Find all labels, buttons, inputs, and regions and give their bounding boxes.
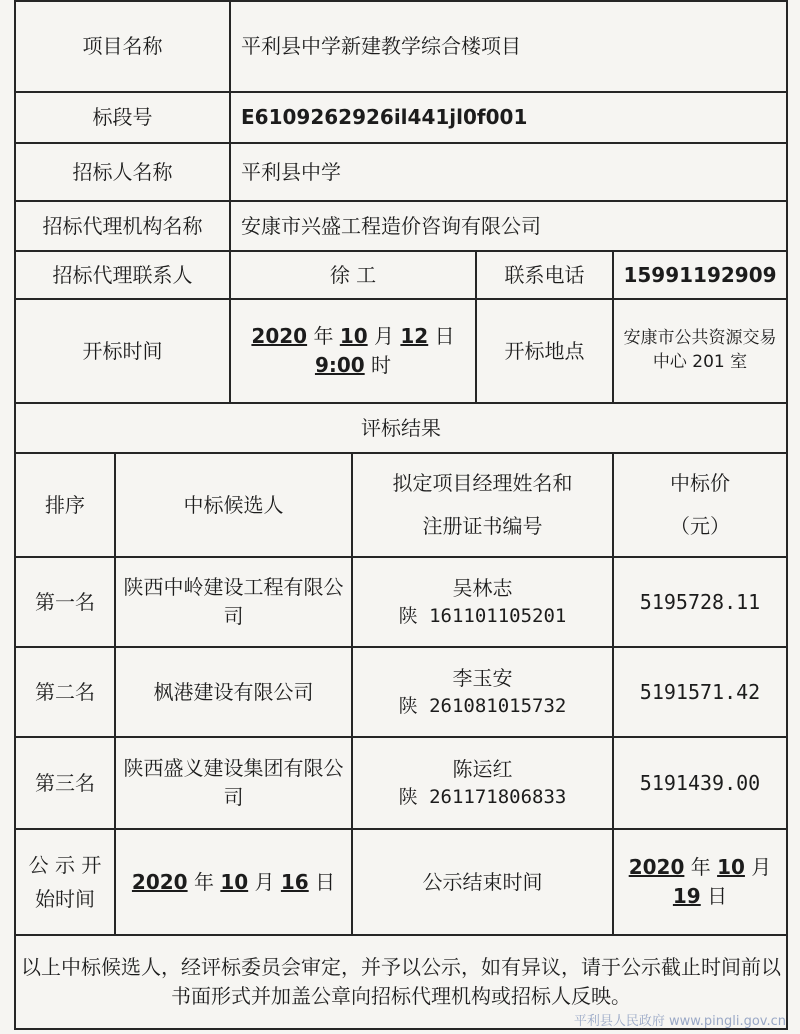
table-row	[15, 737, 787, 829]
header-candidate: 中标候选人	[115, 453, 352, 557]
header-manager-line1: 拟定项目经理姓名和	[392, 471, 573, 495]
row-agency	[15, 201, 787, 251]
manager-name: 吴林志	[452, 575, 513, 600]
rank-cell: 第一名	[15, 557, 115, 647]
row-result-heading	[15, 403, 787, 453]
candidate-cell: 枫港建设有限公司	[115, 647, 352, 737]
year-unit: 年	[690, 855, 711, 879]
row-contact	[15, 251, 787, 299]
price-cell: 5191571.42	[613, 647, 787, 737]
watermark: 平利县人民政府 www.pingli.gov.cn	[573, 1014, 786, 1030]
day-unit: 日	[434, 324, 455, 348]
section-no-label: 标段号	[15, 92, 230, 143]
year-unit: 年	[193, 869, 214, 894]
manager-cert: 陕 161101105201	[398, 604, 567, 627]
manager-cell	[352, 647, 613, 737]
rank-cell: 第二名	[15, 647, 115, 737]
end-month: 10	[717, 855, 745, 879]
row-project-name	[15, 1, 787, 92]
row-publicity	[15, 829, 787, 935]
header-manager-line2: 注册证书编号	[422, 514, 543, 538]
open-year: 2020	[251, 324, 308, 348]
year-unit: 年	[313, 324, 334, 348]
open-place-value: 安康市公共资源交易中心 201 室	[613, 299, 787, 403]
contact-value: 徐 工	[230, 251, 476, 299]
month-unit: 月	[254, 869, 275, 894]
tenderer-value: 平利县中学	[230, 143, 787, 201]
open-day: 12	[400, 324, 429, 348]
table-row	[15, 557, 787, 647]
phone-value: 15991192909	[613, 251, 787, 299]
open-time-label: 开标时间	[15, 299, 230, 403]
manager-name: 李玉安	[452, 665, 513, 690]
month-unit: 月	[374, 324, 395, 348]
start-year: 2020	[131, 869, 188, 894]
manager-name: 陈运红	[452, 756, 513, 781]
publicity-end-value	[613, 829, 787, 935]
agency-label: 招标代理机构名称	[15, 201, 230, 251]
row-tenderer	[15, 143, 787, 201]
header-rank: 排序	[15, 453, 115, 557]
header-price-line2: （元）	[670, 514, 730, 538]
start-day: 16	[280, 869, 309, 894]
day-unit: 日	[707, 884, 728, 908]
price-cell: 5191439.00	[613, 737, 787, 829]
open-time-value	[230, 299, 476, 403]
manager-cert: 陕 261081015732	[398, 694, 567, 717]
section-no-value: E6109262926il441jl0f001	[230, 92, 787, 143]
publicity-start-label: 公 示 开始时间	[15, 829, 115, 935]
contact-label: 招标代理联系人	[15, 251, 230, 299]
publicity-end-label: 公示结束时间	[352, 829, 613, 935]
candidate-cell: 陕西盛义建设集团有限公司	[115, 737, 352, 829]
row-open-time	[15, 299, 787, 403]
end-day: 19	[672, 884, 701, 908]
row-result-headers	[15, 453, 787, 557]
start-month: 10	[220, 869, 249, 894]
manager-cell	[352, 557, 613, 647]
phone-label: 联系电话	[476, 251, 613, 299]
project-name-label: 项目名称	[15, 1, 230, 92]
month-unit: 月	[751, 855, 772, 879]
project-name-value: 平利县中学新建教学综合楼项目	[230, 1, 787, 92]
manager-cell	[352, 737, 613, 829]
open-hour: 9:00	[314, 353, 365, 377]
open-place-label: 开标地点	[476, 299, 613, 403]
rank-cell: 第三名	[15, 737, 115, 829]
publicity-note: 以上中标候选人，经评标委员会审定，并予以公示，如有异议，请于公示截止时间前以书面形式并加盖公章向招标代理机构或招标人反映。	[15, 935, 787, 1029]
header-price-line1: 中标价	[670, 471, 730, 495]
bid-result-table	[14, 0, 788, 1030]
row-section-no	[15, 92, 787, 143]
manager-cert: 陕 261171806833	[398, 785, 567, 808]
result-heading: 评标结果	[15, 403, 787, 453]
open-month: 10	[339, 324, 368, 348]
publicity-start-value	[115, 829, 352, 935]
hour-unit: 时	[371, 353, 392, 377]
candidate-cell: 陕西中岭建设工程有限公司	[115, 557, 352, 647]
price-cell: 5195728.11	[613, 557, 787, 647]
agency-value: 安康市兴盛工程造价咨询有限公司	[230, 201, 787, 251]
table-row	[15, 647, 787, 737]
header-manager	[352, 453, 613, 557]
header-price	[613, 453, 787, 557]
tenderer-label: 招标人名称	[15, 143, 230, 201]
day-unit: 日	[315, 869, 336, 894]
end-year: 2020	[628, 855, 685, 879]
